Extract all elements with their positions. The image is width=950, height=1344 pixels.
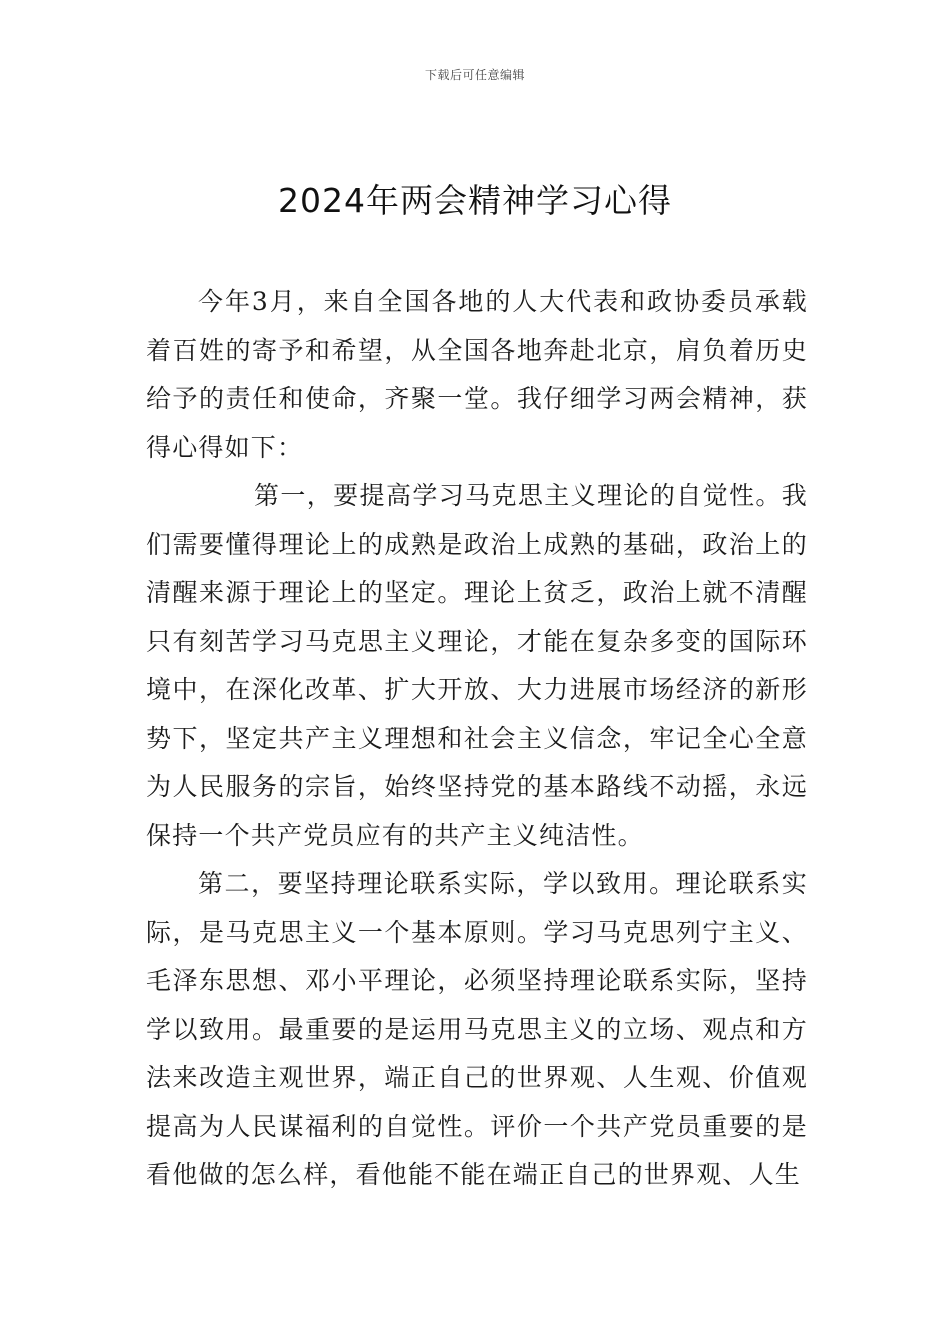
- header-note: 下载后可任意编辑: [424, 68, 525, 82]
- document-title: 2024年两会精神学习心得: [278, 181, 672, 220]
- paragraph-second-point: 第二，要坚持理论联系实际，学以致用。理论联系实际，是马克思主义一个基本原则。学习马克思列宁主义、毛泽东思想、邓小平理论，必须坚持理论联系实际，坚持学以致用。最重要的是运用马克思主义的立场、观点和方法来改造主观世界，端正自己的世界观、人生观、价值观提高为人民谋福利的自觉性。评价一个共产党员重要的是看他做的怎么样，看他能不能在端正自己的世界观、人生: [146, 869, 808, 1189]
- paragraph-intro: 今年3月，来自全国各地的人大代表和政协委员承载着百姓的寄予和希望，从全国各地奔赴北京，肩负着历史给予的责任和使命，齐聚一堂。我仔细学习两会精神，获得心得如下：: [146, 287, 808, 462]
- paragraph-first-point: 第一，要提高学习马克思主义理论的自觉性。我们需要懂得理论上的成熟是政治上成熟的基础，政治上的清醒来源于理论上的坚定。理论上贫乏，政治上就不清醒只有刻苦学习马克思主义理论，才能在复杂多变的国际环境中，在深化改革、扩大开放、大力进展市场经济的新形势下，坚定共产主义理想和社会主义信念，牢记全心全意为人民服务的宗旨，始终坚持党的基本路线不动摇，永远保持一个共产党员应有的共产主义纯洁性。: [146, 481, 808, 850]
- document-body: [146, 278, 808, 1200]
